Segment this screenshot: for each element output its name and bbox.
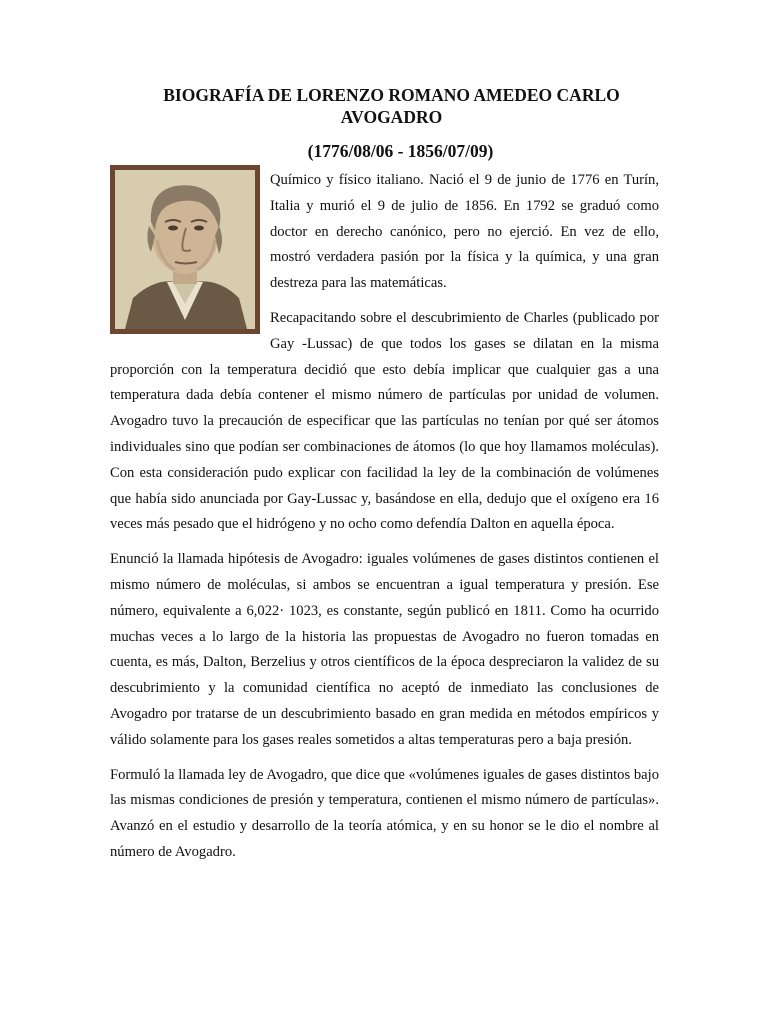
portrait-illustration	[115, 170, 255, 329]
document-title: BIOGRAFÍA DE LORENZO ROMANO AMEDEO CARLO AVOGADRO	[163, 85, 620, 127]
life-dates: (1776/08/06 - 1856/07/09)	[307, 141, 494, 161]
paragraph-4: Formuló la llamada ley de Avogadro, que dice que «volúmenes iguales de gases distintos bajo las mismas condiciones de presión y temperatura, contienen el mismo número de partículas». Avanzó en el estudio y desarrollo de la teoría atómica, y en su honor se le dio el nombre al número de Avogadro.	[110, 766, 659, 860]
paragraph-3: Enunció la llamada hipótesis de Avogadro: iguales volúmenes de gases distintos contienen el mismo número de moléculas, si ambos se encuentran a igual temperatura y presión. Ese número, equivalente a 6,022· 1023, es constante, según publicó en 1811. Como ha ocurrido muchas veces a lo largo de la historia las propuestas de Avogadro no fueron tomadas en cuenta, es más, Dalton, Berzelius y otros científicos de la época despreciaron la validez de su descubrimiento y la comunidad científica no aceptó de inmediato las conclusiones de Avogadro por tratarse de un descubrimiento basado en gran medida en métodos empíricos y válido solamente para los gases reales sometidos a altas temperaturas pero a baja presión.	[110, 551, 659, 748]
document-page	[110, 84, 659, 875]
paragraph-1: Químico y físico italiano. Nació el 9 de junio de 1776 en Turín, Italia y murió el 9 de julio de 1856. En 1792 se graduó como doctor en derecho canónico, pero no ejerció. En vez de ello, mostró verdadera pasión por la física y la química, y una gran destreza para las matemáticas.	[270, 172, 659, 292]
paragraph-2: Recapacitando sobre el descubrimiento de Charles (publicado por Gay -Lussac) de que todos los gases se dilatan en la misma proporción con la temperatura decidió que esto debía implicar que cualquier gas a una temperatura dada debía contener el mismo número de partículas por unidad de volumen. Avogadro tuvo la precaución de especificar que las partículas no tenían por qué ser átomos individuales sino que podían ser combinaciones de átomos (lo que hoy llamamos moléculas). Con esta consideración pudo explicar con facilidad la ley de la combinación de volúmenes que había sido anunciada por Gay-Lussac y, basándose en ella, dedujo que el oxígeno era 16 veces más pesado que el hidrógeno y no ocho como defendía Dalton en aquella época.	[110, 309, 659, 533]
portrait-frame	[110, 165, 260, 334]
avogadro-portrait	[115, 170, 255, 329]
